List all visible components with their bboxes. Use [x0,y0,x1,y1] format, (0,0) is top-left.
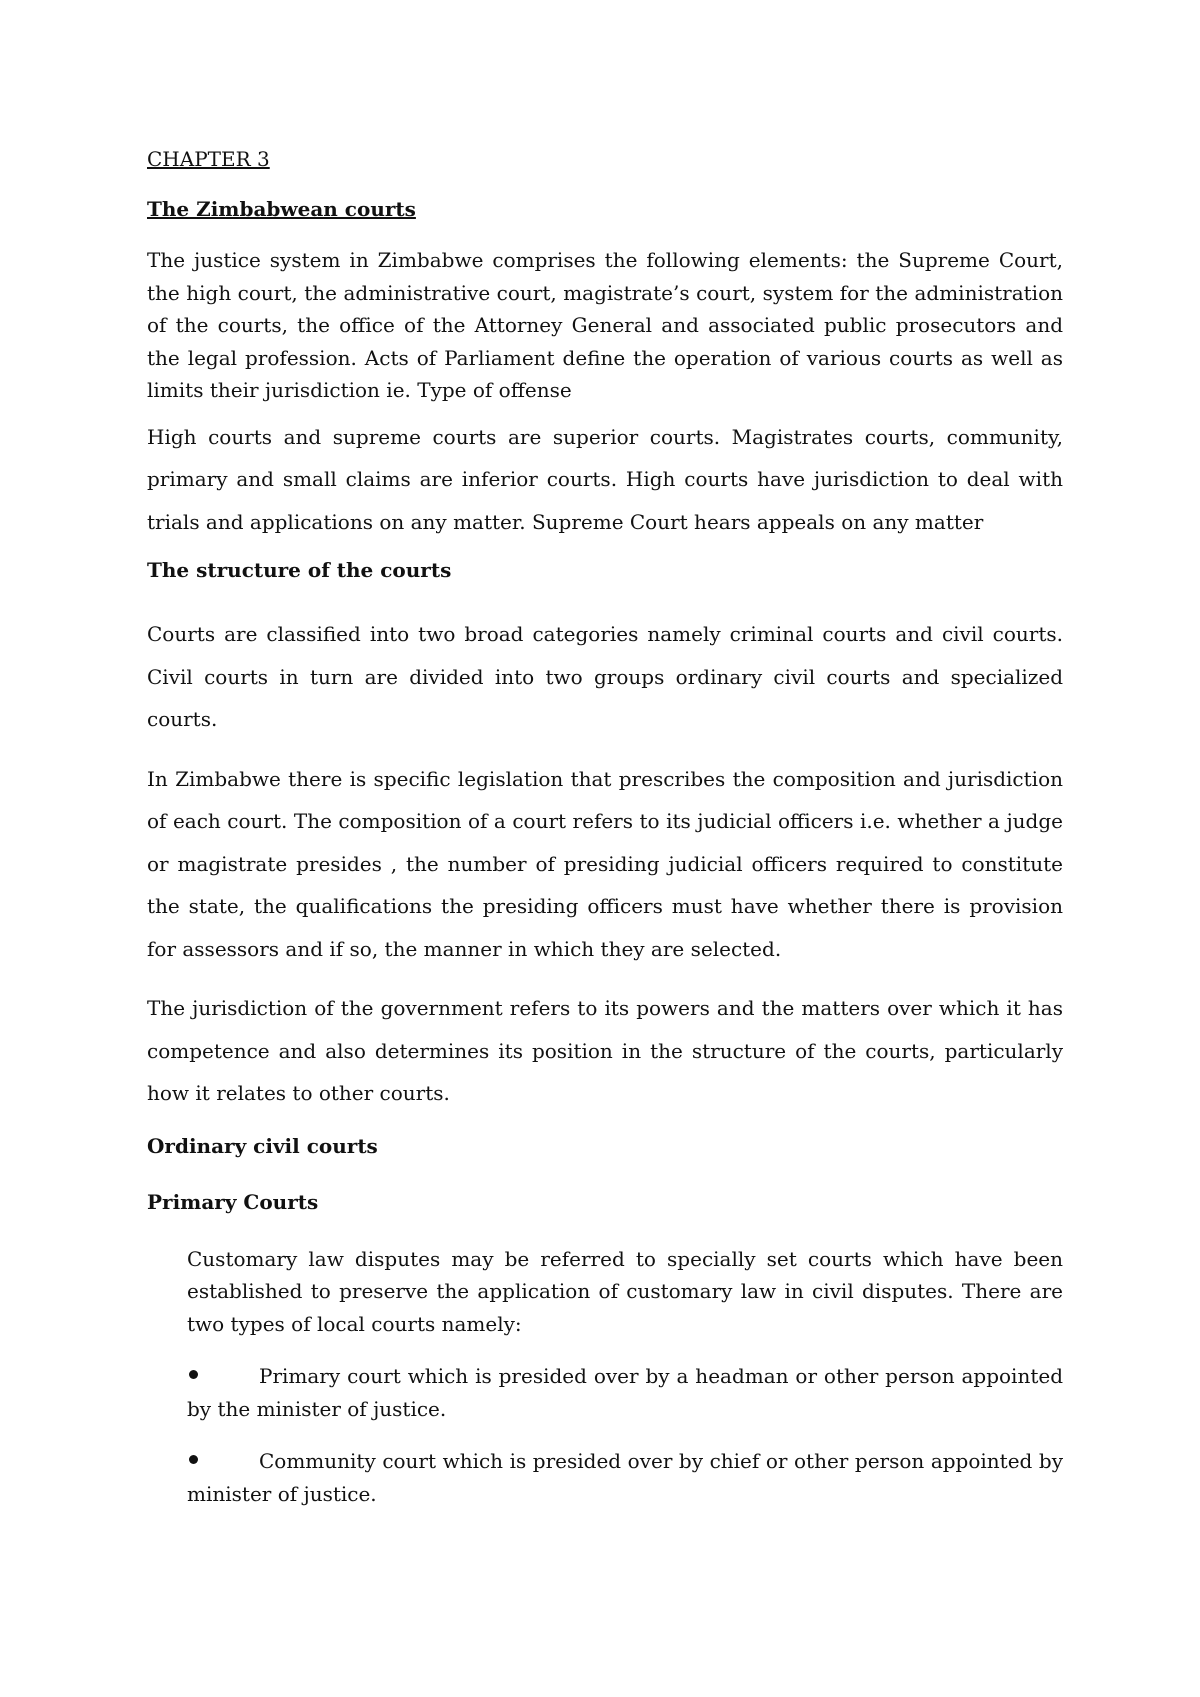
section-heading-ordinary-civil: Ordinary civil courts [147,1133,378,1158]
structure-paragraph-1: Courts are classified into two broad categories namely criminal courts and civil courts. Civil courts in turn are divided into two groups ordinary civil courts and specialized courts. [147,622,1063,731]
intro-paragraph-1: The justice system in Zimbabwe comprises the following elements: the Supreme Court, the high court, the administrative court, magistrate’s court, system for the administration of the courts, the office of the Attorney General and associated public prosecutors and the legal profession. Acts of Parliament define the operation of various courts as well as limits their jurisdiction ie. Type of offense [147,248,1063,402]
list-item-text: Primary court which is presided over by a headman or other person appointed by the minister of justice. [187,1364,1063,1421]
list-item [187,1360,1063,1425]
document-page [147,146,1063,1530]
court-types-list [187,1360,1063,1510]
list-item [187,1445,1063,1510]
section-heading-primary-courts: Primary Courts [147,1189,319,1214]
primary-courts-block [187,1243,1063,1511]
page-title: The Zimbabwean courts [147,197,416,221]
section-heading-structure: The structure of the courts [147,558,452,582]
intro-paragraph-2: High courts and supreme courts are superior courts. Magistrates courts, community, primary and small claims are inferior courts. High courts have jurisdiction to deal with trials and applications on any matter. Supreme Court hears appeals on any matter [147,424,1063,534]
structure-paragraph-2: In Zimbabwe there is specific legislation that prescribes the composition and jurisdiction of each court. The composition of a court refers to its judicial officers i.e. whether a judge or magistrate presides , the number of presiding judicial officers required to constitute the state, the qualifications the presiding officers must have whether there is provision for assessors and if so, the manner in which they are selected. [147,766,1063,961]
bullet-icon [187,1360,259,1393]
bullet-icon [187,1445,259,1478]
primary-courts-paragraph: Customary law disputes may be referred to specially set courts which have been established to preserve the application of customary law in civil disputes. There are two types of local courts namely: [187,1246,1063,1336]
structure-paragraph-3: The jurisdiction of the government refers to its powers and the matters over which it has competence and also determines its position in the structure of the courts, particularly how it relates to other courts. [147,996,1063,1105]
list-item-text: Community court which is presided over by chief or other person appointed by minister of justice. [187,1449,1063,1506]
chapter-label: CHAPTER 3 [147,147,270,171]
